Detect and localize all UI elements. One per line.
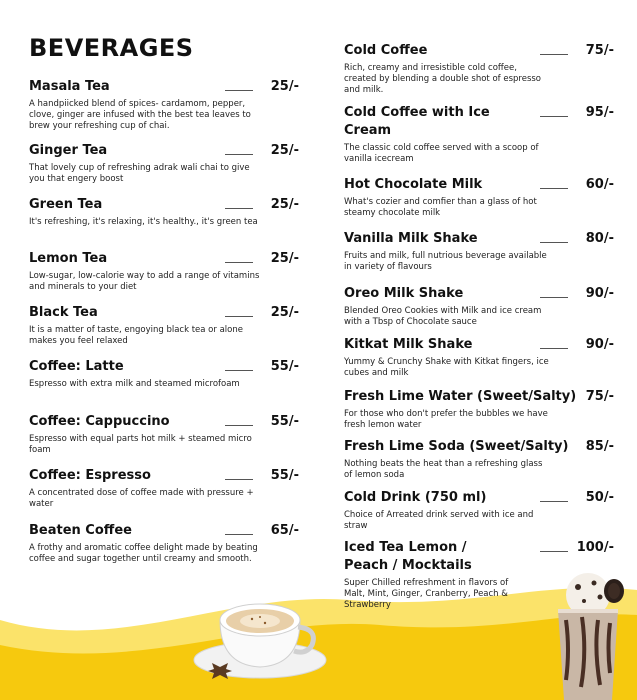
oreo-milkshake-image bbox=[548, 565, 628, 700]
leader-line bbox=[540, 297, 568, 298]
item-description: Low-sugar, low-calorie way to add a range of vitamins and minerals to your diet bbox=[29, 271, 260, 292]
menu-item-cold-coffee bbox=[344, 42, 614, 96]
leader-line bbox=[540, 54, 568, 55]
item-description: Nothing beats the heat than a refreshing glass of lemon soda bbox=[344, 459, 543, 480]
leader-line bbox=[225, 154, 253, 155]
leader-line bbox=[225, 262, 253, 263]
menu-item-fresh-lime-water bbox=[344, 388, 614, 431]
menu-item-coffee-cappuccino bbox=[29, 413, 299, 456]
menu-item-ginger-tea bbox=[29, 142, 299, 185]
menu-item-vanilla-milk-shake bbox=[344, 230, 614, 273]
item-price: 75/- bbox=[585, 43, 614, 58]
item-name: Green Tea bbox=[29, 197, 103, 212]
item-name: Coffee: Espresso bbox=[29, 468, 151, 483]
leader-line bbox=[225, 425, 253, 426]
menu-item-lemon-tea bbox=[29, 250, 299, 293]
menu-item-black-tea bbox=[29, 304, 299, 347]
leader-line bbox=[540, 348, 568, 349]
leader-line bbox=[225, 316, 253, 317]
item-price: 75/- bbox=[585, 389, 614, 404]
leader-line bbox=[540, 188, 568, 189]
item-price: 25/- bbox=[270, 251, 299, 266]
leader-line bbox=[540, 551, 568, 552]
item-price: 25/- bbox=[270, 79, 299, 94]
item-name: Vanilla Milk Shake bbox=[344, 231, 478, 246]
item-name: Coffee: Cappuccino bbox=[29, 414, 170, 429]
item-name: Kitkat Milk Shake bbox=[344, 337, 473, 352]
item-description: Espresso with equal parts hot milk + steamed micro foam bbox=[29, 434, 252, 455]
item-description: A handpiicked blend of spices- cardamom, pepper, clove, ginger are infused with the best tea leaves to brew your refreshing cup of chai. bbox=[29, 99, 251, 131]
item-price: 60/- bbox=[585, 177, 614, 192]
item-description: The classic cold coffee served with a scoop of vanilla icecream bbox=[344, 143, 539, 164]
leader-line bbox=[225, 208, 253, 209]
item-price: 95/- bbox=[585, 105, 614, 120]
leader-line bbox=[540, 501, 568, 502]
item-price: 25/- bbox=[270, 143, 299, 158]
item-name: Fresh Lime Soda (Sweet/Salty) bbox=[344, 439, 569, 454]
item-description: Espresso with extra milk and steamed microfoam bbox=[29, 379, 240, 389]
item-price: 65/- bbox=[270, 523, 299, 538]
item-name: Hot Chocolate Milk bbox=[344, 177, 483, 192]
item-name: Oreo Milk Shake bbox=[344, 286, 464, 301]
item-description: A frothy and aromatic coffee delight made by beating coffee and sugar together until creamy and smooth. bbox=[29, 543, 258, 564]
item-price: 100/- bbox=[576, 540, 614, 555]
cappuccino-cup-image bbox=[190, 585, 330, 685]
menu-item-beaten-coffee bbox=[29, 522, 299, 565]
leader-line bbox=[540, 116, 568, 117]
menu-item-cold-drink bbox=[344, 489, 614, 532]
item-description: Rich, creamy and irresistible cold coffee, created by blending a double shot of espresso and milk. bbox=[344, 63, 541, 95]
item-price: 90/- bbox=[585, 337, 614, 352]
item-name: Ginger Tea bbox=[29, 143, 108, 158]
menu-item-coffee-espresso bbox=[29, 467, 299, 510]
item-name: Coffee: Latte bbox=[29, 359, 124, 374]
item-name: Cold Coffee with Ice Cream bbox=[344, 105, 490, 138]
item-price: 55/- bbox=[270, 468, 299, 483]
item-name: Cold Drink (750 ml) bbox=[344, 490, 487, 505]
item-price: 85/- bbox=[585, 439, 614, 454]
item-name: Lemon Tea bbox=[29, 251, 108, 266]
menu-item-fresh-lime-soda bbox=[344, 438, 614, 481]
item-description: A concentrated dose of coffee made with pressure + water bbox=[29, 488, 254, 509]
item-name: Masala Tea bbox=[29, 79, 110, 94]
menu-item-kitkat-milk-shake bbox=[344, 336, 614, 379]
menu-item-hot-chocolate-milk bbox=[344, 176, 614, 219]
item-price: 90/- bbox=[585, 286, 614, 301]
item-description: For those who don't prefer the bubbles we have fresh lemon water bbox=[344, 409, 548, 430]
menu-item-cold-coffee-ice-cream bbox=[344, 104, 614, 165]
menu-item-masala-tea bbox=[29, 78, 299, 132]
item-name: Fresh Lime Water (Sweet/Salty) bbox=[344, 389, 577, 404]
leader-line bbox=[540, 242, 568, 243]
menu-item-oreo-milk-shake bbox=[344, 285, 614, 328]
item-price: 80/- bbox=[585, 231, 614, 246]
item-name: Iced Tea Lemon / Peach / Mocktails bbox=[344, 540, 472, 573]
item-description: Super Chilled refreshment in flavors of Malt, Mint, Ginger, Cranberry, Peach & Strawberry bbox=[344, 578, 509, 610]
item-name: Black Tea bbox=[29, 305, 98, 320]
item-price: 55/- bbox=[270, 359, 299, 374]
item-price: 25/- bbox=[270, 197, 299, 212]
leader-line bbox=[225, 90, 253, 91]
item-description: That lovely cup of refreshing adrak wali chai to give you that engery boost bbox=[29, 163, 250, 184]
menu-item-coffee-latte bbox=[29, 358, 299, 390]
leader-line bbox=[225, 479, 253, 480]
item-description: What's cozier and comfier than a glass of hot steamy chocolate milk bbox=[344, 197, 537, 218]
item-name: Beaten Coffee bbox=[29, 523, 132, 538]
item-name: Cold Coffee bbox=[344, 43, 428, 58]
item-description: Choice of Arreated drink served with ice and straw bbox=[344, 510, 534, 531]
leader-line bbox=[225, 534, 253, 535]
menu-item-green-tea bbox=[29, 196, 299, 228]
item-description: Blended Oreo Cookies with Milk and ice cream with a Tbsp of Chocolate sauce bbox=[344, 306, 542, 327]
item-price: 25/- bbox=[270, 305, 299, 320]
item-description: It's refreshing, it's relaxing, it's healthy., it's green tea bbox=[29, 217, 258, 227]
item-description: Yummy & Crunchy Shake with Kitkat fingers, ice cubes and milk bbox=[344, 357, 549, 378]
leader-line bbox=[225, 370, 253, 371]
item-description: Fruits and milk, full nutrious beverage available in variety of flavours bbox=[344, 251, 547, 272]
item-price: 55/- bbox=[270, 414, 299, 429]
item-price: 50/- bbox=[585, 490, 614, 505]
item-description: It is a matter of taste, engoying black tea or alone makes you feel relaxed bbox=[29, 325, 243, 346]
page-title: BEVERAGES bbox=[29, 34, 194, 62]
